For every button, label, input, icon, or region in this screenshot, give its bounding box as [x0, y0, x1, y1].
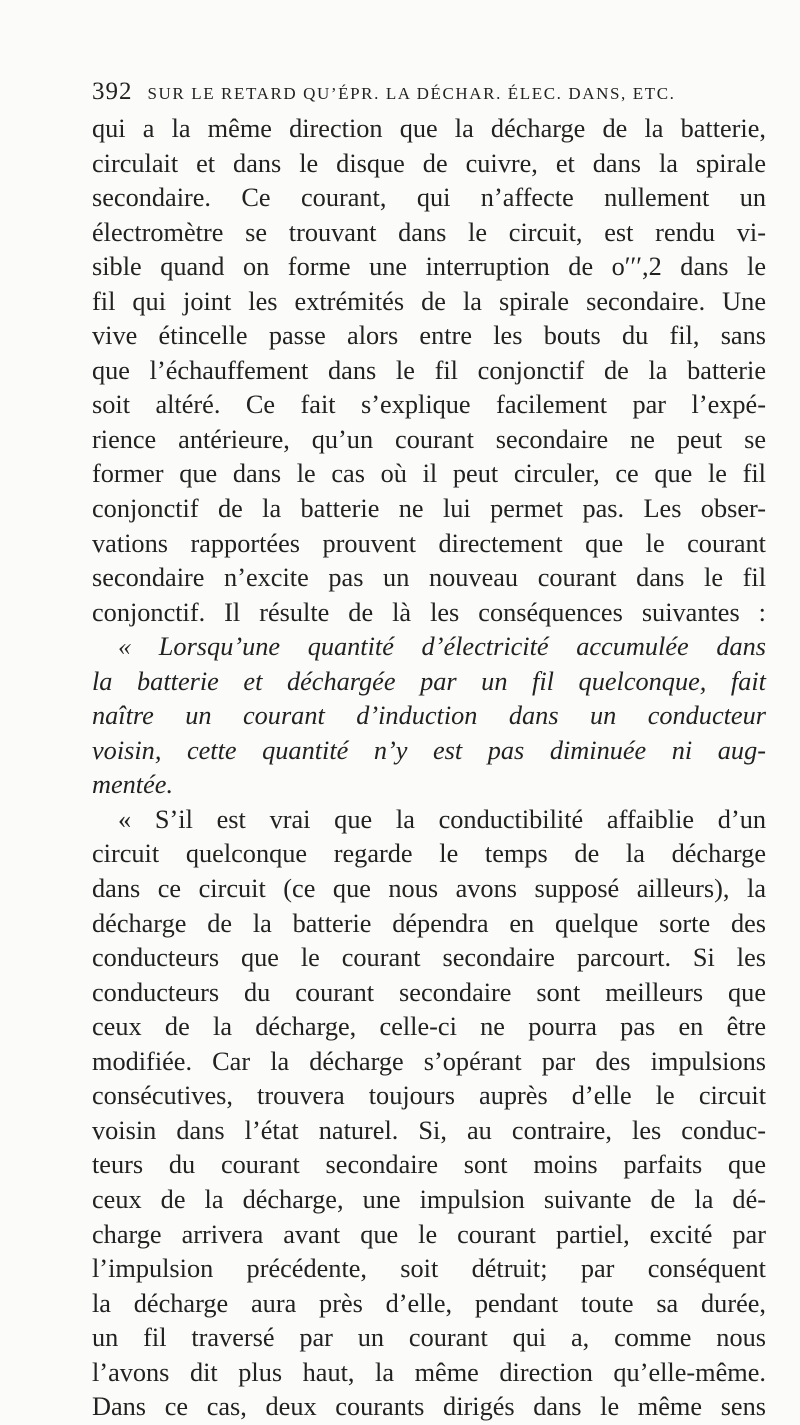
- text-line: l’avons dit plus haut, la même direction qu’elle-même.: [92, 1357, 766, 1387]
- text-line: électromètre se trouvant dans le circuit, est rendu vi-: [92, 217, 766, 247]
- text-line: voisin, cette quantité n’y est pas diminuée ni aug-: [92, 735, 766, 765]
- text-line: mentée.: [92, 770, 174, 800]
- text-line: voisin dans l’état naturel. Si, au contraire, les conduc-: [92, 1115, 766, 1145]
- text-line: dans ce circuit (ce que nous avons supposé ailleurs), la: [92, 874, 766, 904]
- page-number: 392: [92, 78, 133, 105]
- text-line: conducteurs du courant secondaire sont meilleurs que: [92, 977, 766, 1007]
- text-line: « Lorsqu’une quantité d’électricité accumulée dans: [118, 632, 766, 662]
- text-line: sible quand on forme une interruption de o′′′,2 dans le: [92, 252, 766, 282]
- text-line: teurs du courant secondaire sont moins parfaits que: [92, 1150, 766, 1180]
- text-line: fil qui joint les extrémités de la spirale secondaire. Une: [92, 286, 766, 316]
- text-line: l’impulsion précédente, soit détruit; par conséquent: [92, 1254, 766, 1284]
- text-line: secondaire n’excite pas un nouveau courant dans le fil: [92, 563, 766, 593]
- text-line: un fil traversé par un courant qui a, comme nous: [92, 1323, 766, 1353]
- text-line: conjonctif. Il résulte de là les conséquences suivantes :: [92, 597, 766, 627]
- text-line: qui a la même direction que la décharge de la batterie,: [92, 114, 766, 143]
- text-line: naître un courant d’induction dans un conducteur: [92, 701, 766, 731]
- text-line: rience antérieure, qu’un courant secondaire ne peut se: [92, 424, 766, 454]
- text-line: conjonctif de la batterie ne lui permet pas. Les obser-: [92, 494, 766, 524]
- text-line: ceux de la décharge, une impulsion suivante de la dé-: [92, 1184, 766, 1214]
- text-line: modifiée. Car la décharge s’opérant par des impulsions: [92, 1046, 766, 1076]
- text-line: soit altéré. Ce fait s’explique facilement par l’expé-: [92, 390, 766, 420]
- text-line: décharge de la batterie dépendra en quelque sorte des: [92, 908, 766, 938]
- text-line: conducteurs que le courant secondaire parcourt. Si les: [92, 943, 766, 973]
- text-line: vations rapportées prouvent directement que le courant: [92, 528, 766, 558]
- body-text: [92, 112, 766, 1425]
- text-line: circulait et dans le disque de cuivre, et dans la spirale: [92, 148, 766, 178]
- text-line: la batterie et déchargée par un fil quelconque, fait: [92, 666, 766, 696]
- text-line: ceux de la décharge, celle-ci ne pourra pas en être: [92, 1012, 766, 1042]
- text-line: la décharge aura près d’elle, pendant toute sa durée,: [92, 1288, 766, 1318]
- text-line: circuit quelconque regarde le temps de la décharge: [92, 839, 766, 869]
- text-line: « S’il est vrai que la conductibilité affaiblie d’un: [118, 804, 766, 834]
- text-line: secondaire. Ce courant, qui n’affecte nullement un: [92, 183, 766, 213]
- running-header: [92, 78, 752, 106]
- running-title: SUR LE RETARD QU’ÉPR. LA DÉCHAR. ÉLEC. DANS, ETC.: [147, 84, 676, 103]
- text-line: consécutives, trouvera toujours auprès d’elle le circuit: [92, 1081, 766, 1111]
- text-line: charge arrivera avant que le courant partiel, excité par: [92, 1219, 766, 1249]
- text-line: vive étincelle passe alors entre les bouts du fil, sans: [92, 321, 766, 351]
- text-line: Dans ce cas, deux courants dirigés dans le même sens: [92, 1392, 766, 1422]
- text-line: former que dans le cas où il peut circuler, ce que le fil: [92, 459, 766, 489]
- text-line: que l’échauffement dans le fil conjonctif de la batterie: [92, 355, 766, 385]
